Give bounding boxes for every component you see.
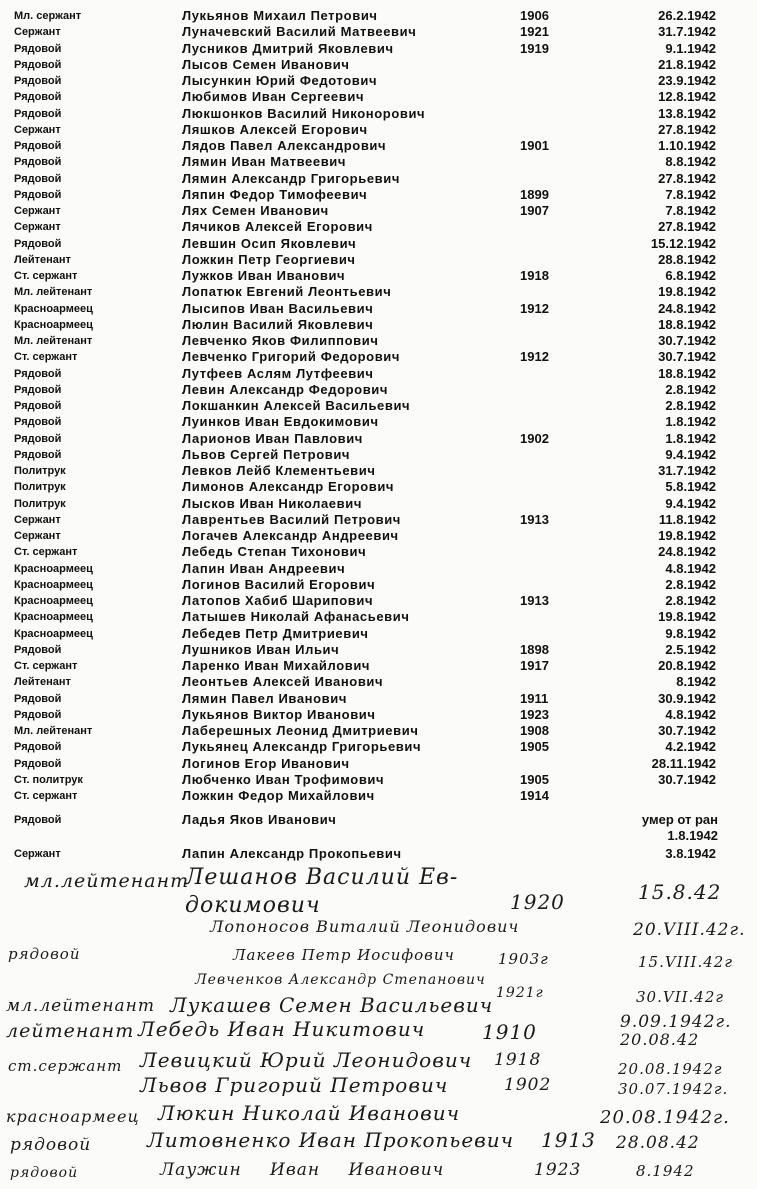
full-name: Лысков Иван Николаевич [182, 495, 362, 511]
handwritten-rank: ст.сержант [8, 1057, 123, 1075]
full-name: Лужков Иван Иванович [182, 268, 346, 283]
birth-year: 1923 [520, 706, 549, 722]
date: 1.8.1942 [665, 430, 716, 446]
full-name: Лукьянец Александр Григорьевич [182, 739, 422, 755]
date: 2.8.1942 [665, 576, 716, 592]
rank: Красноармеец [14, 562, 93, 575]
handwritten-rank: рядовой [10, 1165, 79, 1181]
handwritten-date: 20.08.1942г [618, 1060, 723, 1078]
full-name: Левков Лейб Клементьевич [182, 463, 376, 478]
death-note-text: умер от ран [641, 812, 718, 827]
rank: Рядовой [14, 75, 62, 87]
rank: Мл. лейтенант [14, 725, 93, 737]
handwritten-name: Лешанов Василий Ев- [185, 865, 459, 890]
rank: Красноармеец [14, 318, 93, 331]
full-name: Ларенко Иван Михайлович [182, 658, 371, 673]
handwritten-name: Лаужин Иван Иванович [160, 1160, 445, 1180]
rank: Рядовой [14, 156, 62, 169]
rank: Рядовой [14, 757, 62, 770]
full-name: Лямин Александр Григорьевич [182, 170, 400, 186]
handwritten-date: 30.07.1942г. [618, 1080, 729, 1098]
full-name: Ларионов Иван Павлович [182, 430, 363, 446]
date: 18.8.1942 [658, 365, 716, 381]
rank: Сержант [14, 848, 61, 860]
full-name: Лусников Дмитрий Яковлевич [182, 40, 394, 56]
date: 7.8.1942 [665, 203, 716, 218]
date: 24.8.1942 [658, 300, 716, 316]
full-name: Лукьянов Михаил Петрович [182, 8, 378, 23]
date: 8.1942 [676, 674, 716, 690]
full-name: Левченко Яков Филиппович [182, 333, 379, 348]
birth-year: 1913 [520, 511, 549, 527]
rank: Мл. лейтенант [14, 286, 93, 299]
rank: Ст. политрук [14, 773, 83, 786]
full-name: Люлин Василий Яковлевич [182, 316, 374, 332]
date: 26.2.1942 [658, 8, 716, 23]
rank: Сержант [14, 530, 61, 542]
birth-year: 1912 [520, 349, 549, 365]
birth-year: 1905 [520, 771, 549, 787]
rank: Красноармеец [14, 627, 93, 640]
date: 21.8.1942 [658, 56, 716, 72]
birth-year: 1921 [520, 24, 549, 40]
date: 30.9.1942 [658, 690, 716, 706]
date: 5.8.1942 [665, 479, 716, 495]
handwritten-date: 28.08.42 [616, 1133, 700, 1153]
handwritten-name: Лопоносов Виталий Леонидович [210, 917, 520, 936]
date: 31.7.1942 [658, 24, 716, 40]
birth-year: 1899 [520, 186, 549, 202]
date: 1.10.1942 [658, 138, 716, 153]
handwritten-name: Левицкий Юрий Леонидович [140, 1048, 473, 1072]
full-name: Левченко Григорий Федорович [182, 349, 401, 365]
rank: Сержант [14, 221, 61, 234]
rank: Красноармеец [14, 595, 93, 607]
full-name: Ложкин Петр Георгиевич [182, 251, 356, 267]
rank: Красноармеец [14, 611, 93, 624]
handwritten-year: 1902 [504, 1075, 552, 1095]
handwritten-year: 1923 [534, 1160, 582, 1180]
handwritten-date: 20.08.1942г. [600, 1107, 730, 1128]
full-name: Ладья Яков Иванович [182, 812, 337, 827]
rank: Рядовой [14, 383, 62, 396]
rank: Ст. сержант [14, 546, 78, 559]
handwritten-year: 1920 [510, 890, 565, 914]
handwritten-date: 9.09.1942г. [620, 1012, 732, 1032]
rank: Рядовой [14, 708, 62, 721]
date: 30.7.1942 [658, 723, 716, 738]
date: 27.8.1942 [658, 170, 716, 186]
rank: Рядовой [14, 91, 62, 104]
full-name: Лысов Семен Иванович [182, 56, 350, 72]
handwritten-name: Лукашев Семен Васильевич [170, 993, 494, 1017]
full-name: Любимов Иван Сергеевич [182, 89, 365, 105]
handwritten-date: 20.VIII.42г. [633, 920, 746, 940]
rank: Рядовой [14, 42, 62, 55]
rank: Красноармеец [14, 578, 93, 591]
date: 27.8.1942 [658, 219, 716, 235]
rank: Рядовой [14, 400, 62, 412]
handwritten-rank: красноармеец [6, 1107, 140, 1126]
rank: Ст. сержант [14, 351, 78, 364]
date: 30.7.1942 [658, 349, 716, 365]
rank: Рядовой [14, 172, 62, 185]
full-name: Лушников Иван Ильич [182, 641, 340, 657]
date: 19.8.1942 [658, 284, 716, 300]
birth-year: 1913 [520, 593, 549, 608]
date: 2.5.1942 [665, 641, 716, 657]
full-name: Ложкин Федор Михайлович [182, 788, 375, 803]
rank: Ст. сержант [14, 790, 78, 802]
date: 30.7.1942 [658, 333, 716, 348]
handwritten-name: докимович [185, 893, 321, 918]
full-name: Лимонов Александр Егорович [182, 479, 395, 495]
full-name: Логинов Василий Егорович [182, 576, 376, 592]
rank: Рядовой [14, 692, 62, 705]
handwritten-year: 1910 [482, 1020, 537, 1044]
date: 18.8.1942 [658, 316, 716, 332]
rank: Рядовой [14, 58, 62, 71]
rank: Мл. сержант [14, 10, 82, 22]
full-name: Лядов Павел Александрович [182, 138, 387, 153]
full-name: Ляшков Алексей Егорович [182, 121, 368, 137]
date: 9.4.1942 [665, 446, 716, 462]
date: 23.9.1942 [658, 73, 716, 88]
death-note [600, 812, 718, 844]
date: 20.8.1942 [658, 658, 716, 673]
handwritten-rank: мл.лейтенант [24, 870, 190, 892]
date: 13.8.1942 [658, 105, 716, 121]
handwritten-rank: мл.лейтенант [6, 996, 155, 1016]
rank: Рядовой [14, 107, 62, 120]
handwritten-date: 8.1942 [636, 1162, 695, 1180]
full-name: Лебедев Петр Дмитриевич [182, 625, 369, 641]
date: 11.8.1942 [658, 511, 716, 527]
rank: Рядовой [14, 741, 62, 754]
date: 4.2.1942 [665, 739, 716, 755]
rank: Рядовой [14, 237, 62, 250]
handwritten-rank: рядовой [8, 945, 81, 963]
handwritten-name: Львов Григорий Петрович [140, 1073, 449, 1097]
rank: Красноармеец [14, 302, 93, 315]
handwritten-date: 15.VIII.42г [638, 953, 733, 971]
handwritten-date: 20.08.42 [620, 1030, 700, 1049]
full-name: Лаврентьев Василий Петрович [182, 511, 401, 527]
birth-year: 1906 [520, 8, 549, 23]
rank: Лейтенант [14, 253, 71, 266]
handwritten-year: 1921г [496, 985, 544, 1001]
full-name: Логинов Егор Иванович [182, 755, 350, 771]
handwritten-date: 15.8.42 [638, 880, 722, 904]
full-name: Латышев Николай Афанасьевич [182, 609, 410, 625]
date: 6.8.1942 [665, 268, 716, 283]
handwritten-year: 1918 [494, 1050, 542, 1070]
full-name: Левин Александр Федорович [182, 381, 389, 397]
date: 3.8.1942 [665, 846, 716, 861]
rank: Рядовой [14, 432, 62, 445]
handwritten-name: Лебедь Иван Никитович [138, 1017, 426, 1041]
date: 2.8.1942 [665, 398, 716, 413]
date: 19.8.1942 [658, 609, 716, 625]
date: 28.8.1942 [658, 251, 716, 267]
date: 9.1.1942 [665, 40, 716, 56]
full-name: Луинков Иван Евдокимович [182, 414, 379, 430]
birth-year: 1911 [520, 690, 549, 706]
rank: Политрук [14, 481, 66, 494]
birth-year: 1918 [520, 268, 549, 283]
rank: Рядовой [14, 448, 62, 461]
date: 2.8.1942 [665, 381, 716, 397]
rank: Рядовой [14, 140, 62, 152]
handwritten-rank: лейтенант [6, 1020, 135, 1042]
handwritten-year: 1903г [498, 950, 549, 968]
full-name: Львов Сергей Петрович [182, 446, 351, 462]
date: 9.4.1942 [665, 495, 716, 511]
date: 4.8.1942 [665, 560, 716, 576]
rank: Ст. сержант [14, 270, 78, 282]
rank: Рядовой [14, 643, 62, 656]
rank: Сержант [14, 26, 61, 39]
death-note-date: 1.8.1942 [667, 828, 718, 843]
full-name: Люкшонков Василий Никонорович [182, 105, 426, 121]
full-name: Лямин Павел Иванович [182, 690, 347, 706]
handwritten-date: 30.VII.42г [636, 988, 724, 1006]
birth-year: 1914 [520, 788, 549, 803]
full-name: Луначевский Василий Матвеевич [182, 24, 417, 40]
full-name: Лопатюк Евгений Леонтьевич [182, 284, 392, 300]
birth-year: 1902 [520, 430, 549, 446]
handwritten-name: Лакеев Петр Иосифович [233, 946, 455, 964]
full-name: Лукьянов Виктор Иванович [182, 706, 376, 722]
full-name: Ляпин Федор Тимофеевич [182, 186, 368, 202]
date: 19.8.1942 [658, 528, 716, 543]
rank: Сержант [14, 123, 61, 136]
full-name: Латопов Хабиб Шарипович [182, 593, 374, 608]
rank: Рядовой [14, 416, 62, 429]
full-name: Лутфеев Аслям Лутфеевич [182, 365, 374, 381]
rank: Мл. лейтенант [14, 335, 93, 347]
date: 1.8.1942 [665, 414, 716, 430]
rank: Политрук [14, 465, 66, 477]
rank: Сержант [14, 513, 61, 526]
full-name: Лысункин Юрий Федотович [182, 73, 378, 88]
date: 31.7.1942 [658, 463, 716, 478]
full-name: Локшанкин Алексей Васильевич [182, 398, 411, 413]
full-name: Лапин Иван Андреевич [182, 560, 346, 576]
date: 30.7.1942 [658, 771, 716, 787]
full-name: Логачев Александр Андреевич [182, 528, 399, 543]
full-name: Лячиков Алексей Егорович [182, 219, 373, 235]
date: 8.8.1942 [665, 154, 716, 170]
full-name: Лебедь Степан Тихонович [182, 544, 367, 560]
birth-year: 1917 [520, 658, 549, 673]
full-name: Лямин Иван Матвеевич [182, 154, 347, 170]
handwritten-rank: рядовой [10, 1135, 92, 1155]
date: 9.8.1942 [665, 625, 716, 641]
handwritten-name: Литовненко Иван Прокопьевич [147, 1128, 515, 1152]
rank: Рядовой [14, 814, 62, 826]
date: 2.8.1942 [665, 593, 716, 608]
birth-year: 1908 [520, 723, 549, 738]
rank: Рядовой [14, 367, 62, 380]
full-name: Любченко Иван Трофимович [182, 771, 385, 787]
birth-year: 1907 [520, 203, 549, 218]
handwritten-name: Левченков Александр Степанович [195, 972, 486, 988]
rank: Рядовой [14, 188, 62, 201]
date: 27.8.1942 [658, 121, 716, 137]
full-name: Лысипов Иван Васильевич [182, 300, 374, 316]
birth-year: 1912 [520, 300, 549, 316]
full-name: Лаберешных Леонид Дмитриевич [182, 723, 419, 738]
rank: Ст. сержант [14, 660, 78, 672]
full-name: Леонтьев Алексей Иванович [182, 674, 384, 690]
date: 15.12.1942 [650, 235, 716, 251]
date: 7.8.1942 [665, 186, 716, 202]
handwritten-year: 1913 [541, 1128, 596, 1152]
date: 24.8.1942 [658, 544, 716, 560]
birth-year: 1898 [520, 641, 549, 657]
rank: Лейтенант [14, 676, 71, 689]
birth-year: 1919 [520, 40, 549, 56]
birth-year: 1901 [520, 138, 549, 153]
handwritten-name: Люкин Николай Иванович [158, 1101, 461, 1125]
full-name: Левшин Осип Яковлевич [182, 235, 357, 251]
date: 4.8.1942 [665, 706, 716, 722]
full-name: Лях Семен Иванович [182, 203, 329, 218]
birth-year: 1905 [520, 739, 549, 755]
rank: Сержант [14, 205, 61, 217]
full-name: Лапин Александр Прокопьевич [182, 846, 402, 861]
date: 12.8.1942 [658, 89, 716, 105]
rank: Политрук [14, 497, 66, 510]
date: 28.11.1942 [651, 755, 716, 771]
